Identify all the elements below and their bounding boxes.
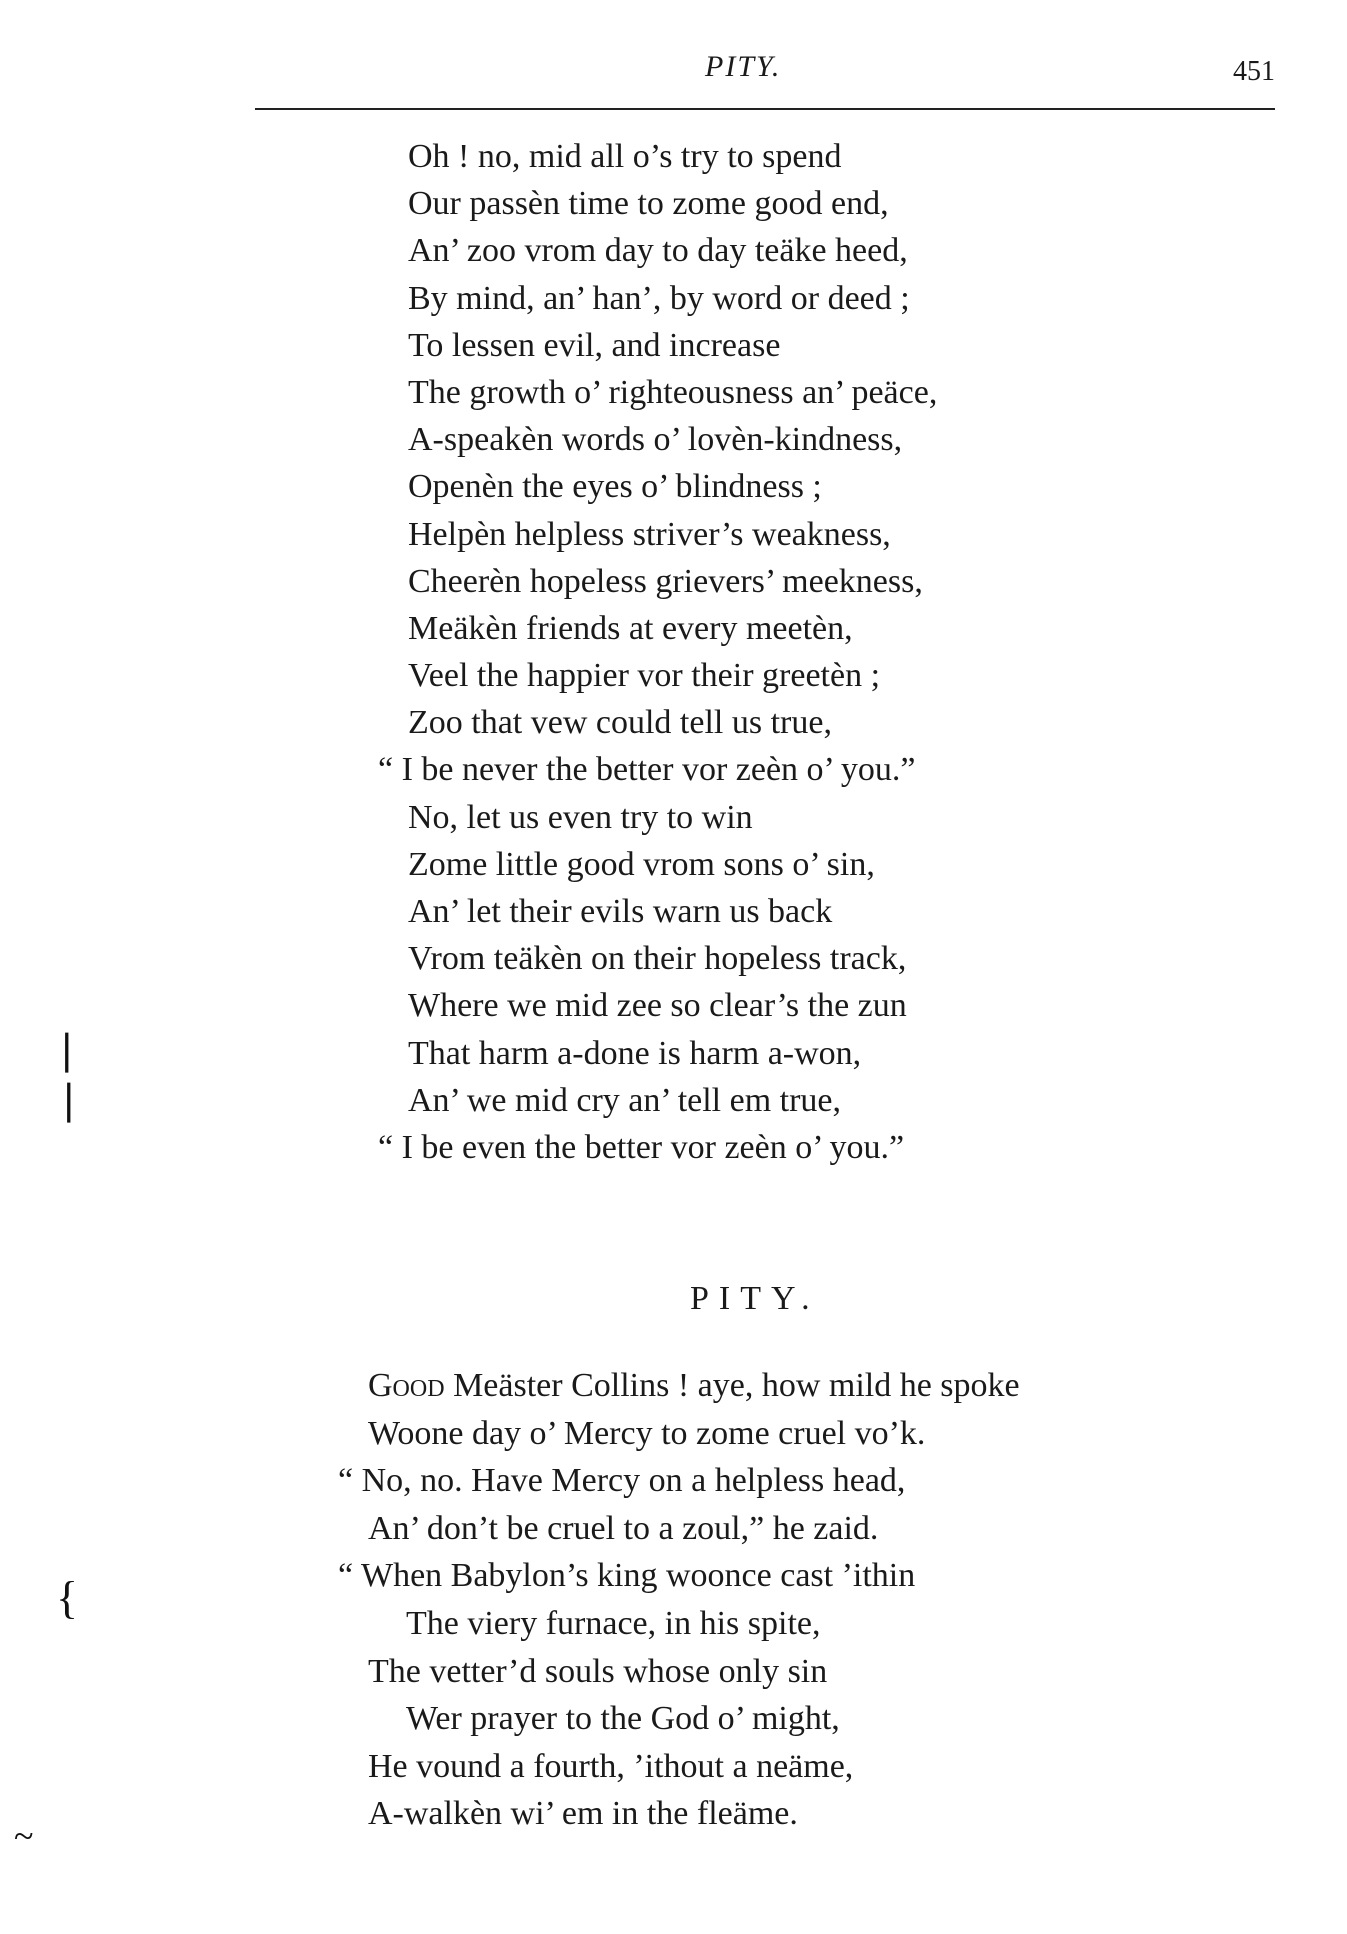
- verse-line: Meäkèn friends at every meetèn,: [408, 609, 853, 647]
- header-rule: [255, 108, 1275, 110]
- verse-line: “ When Babylon’s king woonce cast ’ithin: [338, 1557, 916, 1595]
- verse-line: He vound a fourth, ’ithout a neäme,: [368, 1747, 854, 1785]
- page-number: 451: [1233, 56, 1275, 87]
- verse-line: “ I be never the better vor zeèn o’ you.”: [378, 751, 916, 789]
- verse-line: Vrom teäkèn on their hopeless track,: [408, 940, 907, 978]
- verse-line: An’ don’t be cruel to a zoul,” he zaid.: [368, 1509, 879, 1547]
- verse-line: No, let us even try to win: [408, 798, 753, 836]
- first-line-rest: Meäster Collins ! aye, how mild he spoke: [444, 1367, 1020, 1404]
- verse-line: Veel the happier vor their greetèn ;: [408, 657, 881, 695]
- verse-line: An’ let their evils warn us back: [408, 893, 833, 930]
- verse-line: Wer prayer to the God o’ might,: [406, 1700, 840, 1738]
- verse-line: Zome little good vrom sons o’ sin,: [408, 845, 875, 883]
- verse-line: The vetter’d souls whose only sin: [368, 1652, 828, 1690]
- verse-line: Openèn the eyes o’ blindness ;: [408, 468, 822, 506]
- verse-line: A-walkèn wi’ em in the fleäme.: [368, 1795, 798, 1833]
- verse-line: An’ we mid cry an’ tell em true,: [408, 1081, 842, 1119]
- running-head: [255, 50, 1275, 90]
- verse-line-first: [368, 1362, 1020, 1410]
- margin-mark: ❘: [50, 1027, 84, 1072]
- verse-line: The viery furnace, in his spite,: [406, 1604, 821, 1642]
- verse-line: Our passèn time to zome good end,: [408, 185, 889, 223]
- verse-line: Oh ! no, mid all o’s try to spend: [408, 138, 842, 175]
- verse-line: Cheerèn hopeless grievers’ meekness,: [408, 562, 923, 600]
- poem-pity: [338, 1362, 1020, 1838]
- verse-line: A-speakèn words o’ lovèn-kindness,: [408, 421, 903, 459]
- margin-mark: ~: [14, 1816, 34, 1856]
- verse-line: That harm a-done is harm a-won,: [408, 1034, 862, 1072]
- first-word: Good: [368, 1367, 445, 1404]
- margin-mark: {: [56, 1572, 79, 1623]
- verse-line: An’ zoo vrom day to day teäke heed,: [408, 232, 908, 270]
- margin-mark: ❘: [52, 1077, 86, 1122]
- verse-line: The growth o’ righteousness an’ peäce,: [408, 373, 938, 411]
- poem-title: PITY.: [690, 1280, 820, 1317]
- verse-line: “ No, no. Have Mercy on a helpless head,: [338, 1462, 906, 1500]
- verse-line: Where we mid zee so clear’s the zun: [408, 987, 907, 1025]
- running-title: PITY.: [705, 50, 782, 83]
- poem-continued: [378, 133, 938, 1171]
- verse-line: Helpèn helpless striver’s weakness,: [408, 515, 891, 553]
- verse-line: “ I be even the better vor zeèn o’ you.”: [378, 1128, 905, 1166]
- verse-line: By mind, an’ han’, by word or deed ;: [408, 279, 910, 317]
- verse-line: Zoo that vew could tell us true,: [408, 704, 832, 742]
- verse-line: To lessen evil, and increase: [408, 326, 781, 364]
- verse-line: Woone day o’ Mercy to zome cruel vo’k.: [368, 1414, 926, 1452]
